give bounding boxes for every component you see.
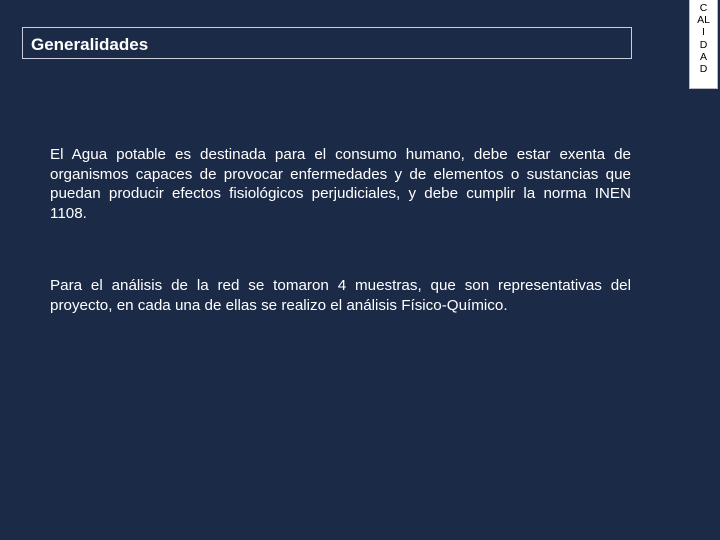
side-tab-letter: AL: [697, 14, 710, 27]
side-tab-letter: C: [699, 2, 708, 14]
side-tab-letter: D: [699, 38, 708, 51]
side-tab-letter: D: [699, 63, 708, 76]
side-tab-letter: A: [699, 50, 707, 63]
side-tab-calidad: [689, 0, 718, 89]
slide-title: Generalidades: [31, 35, 149, 54]
title-box: [22, 27, 632, 59]
paragraph-network-analysis: Para el análisis de la red se tomaron 4 muestras, que son representativas del proyecto, en cada una de ellas se realizo el análisis Físico-Químico.: [50, 277, 631, 314]
side-tab-letter: I: [702, 26, 705, 39]
paragraph-potable-water: El Agua potable es destinada para el consumo humano, debe estar exenta de organismos capaces de provocar enfermedades y de elementos o sustancias que puedan producir efectos fisiológicos perjudiciales, y debe cumplir la norma INEN 1108.: [50, 146, 631, 222]
